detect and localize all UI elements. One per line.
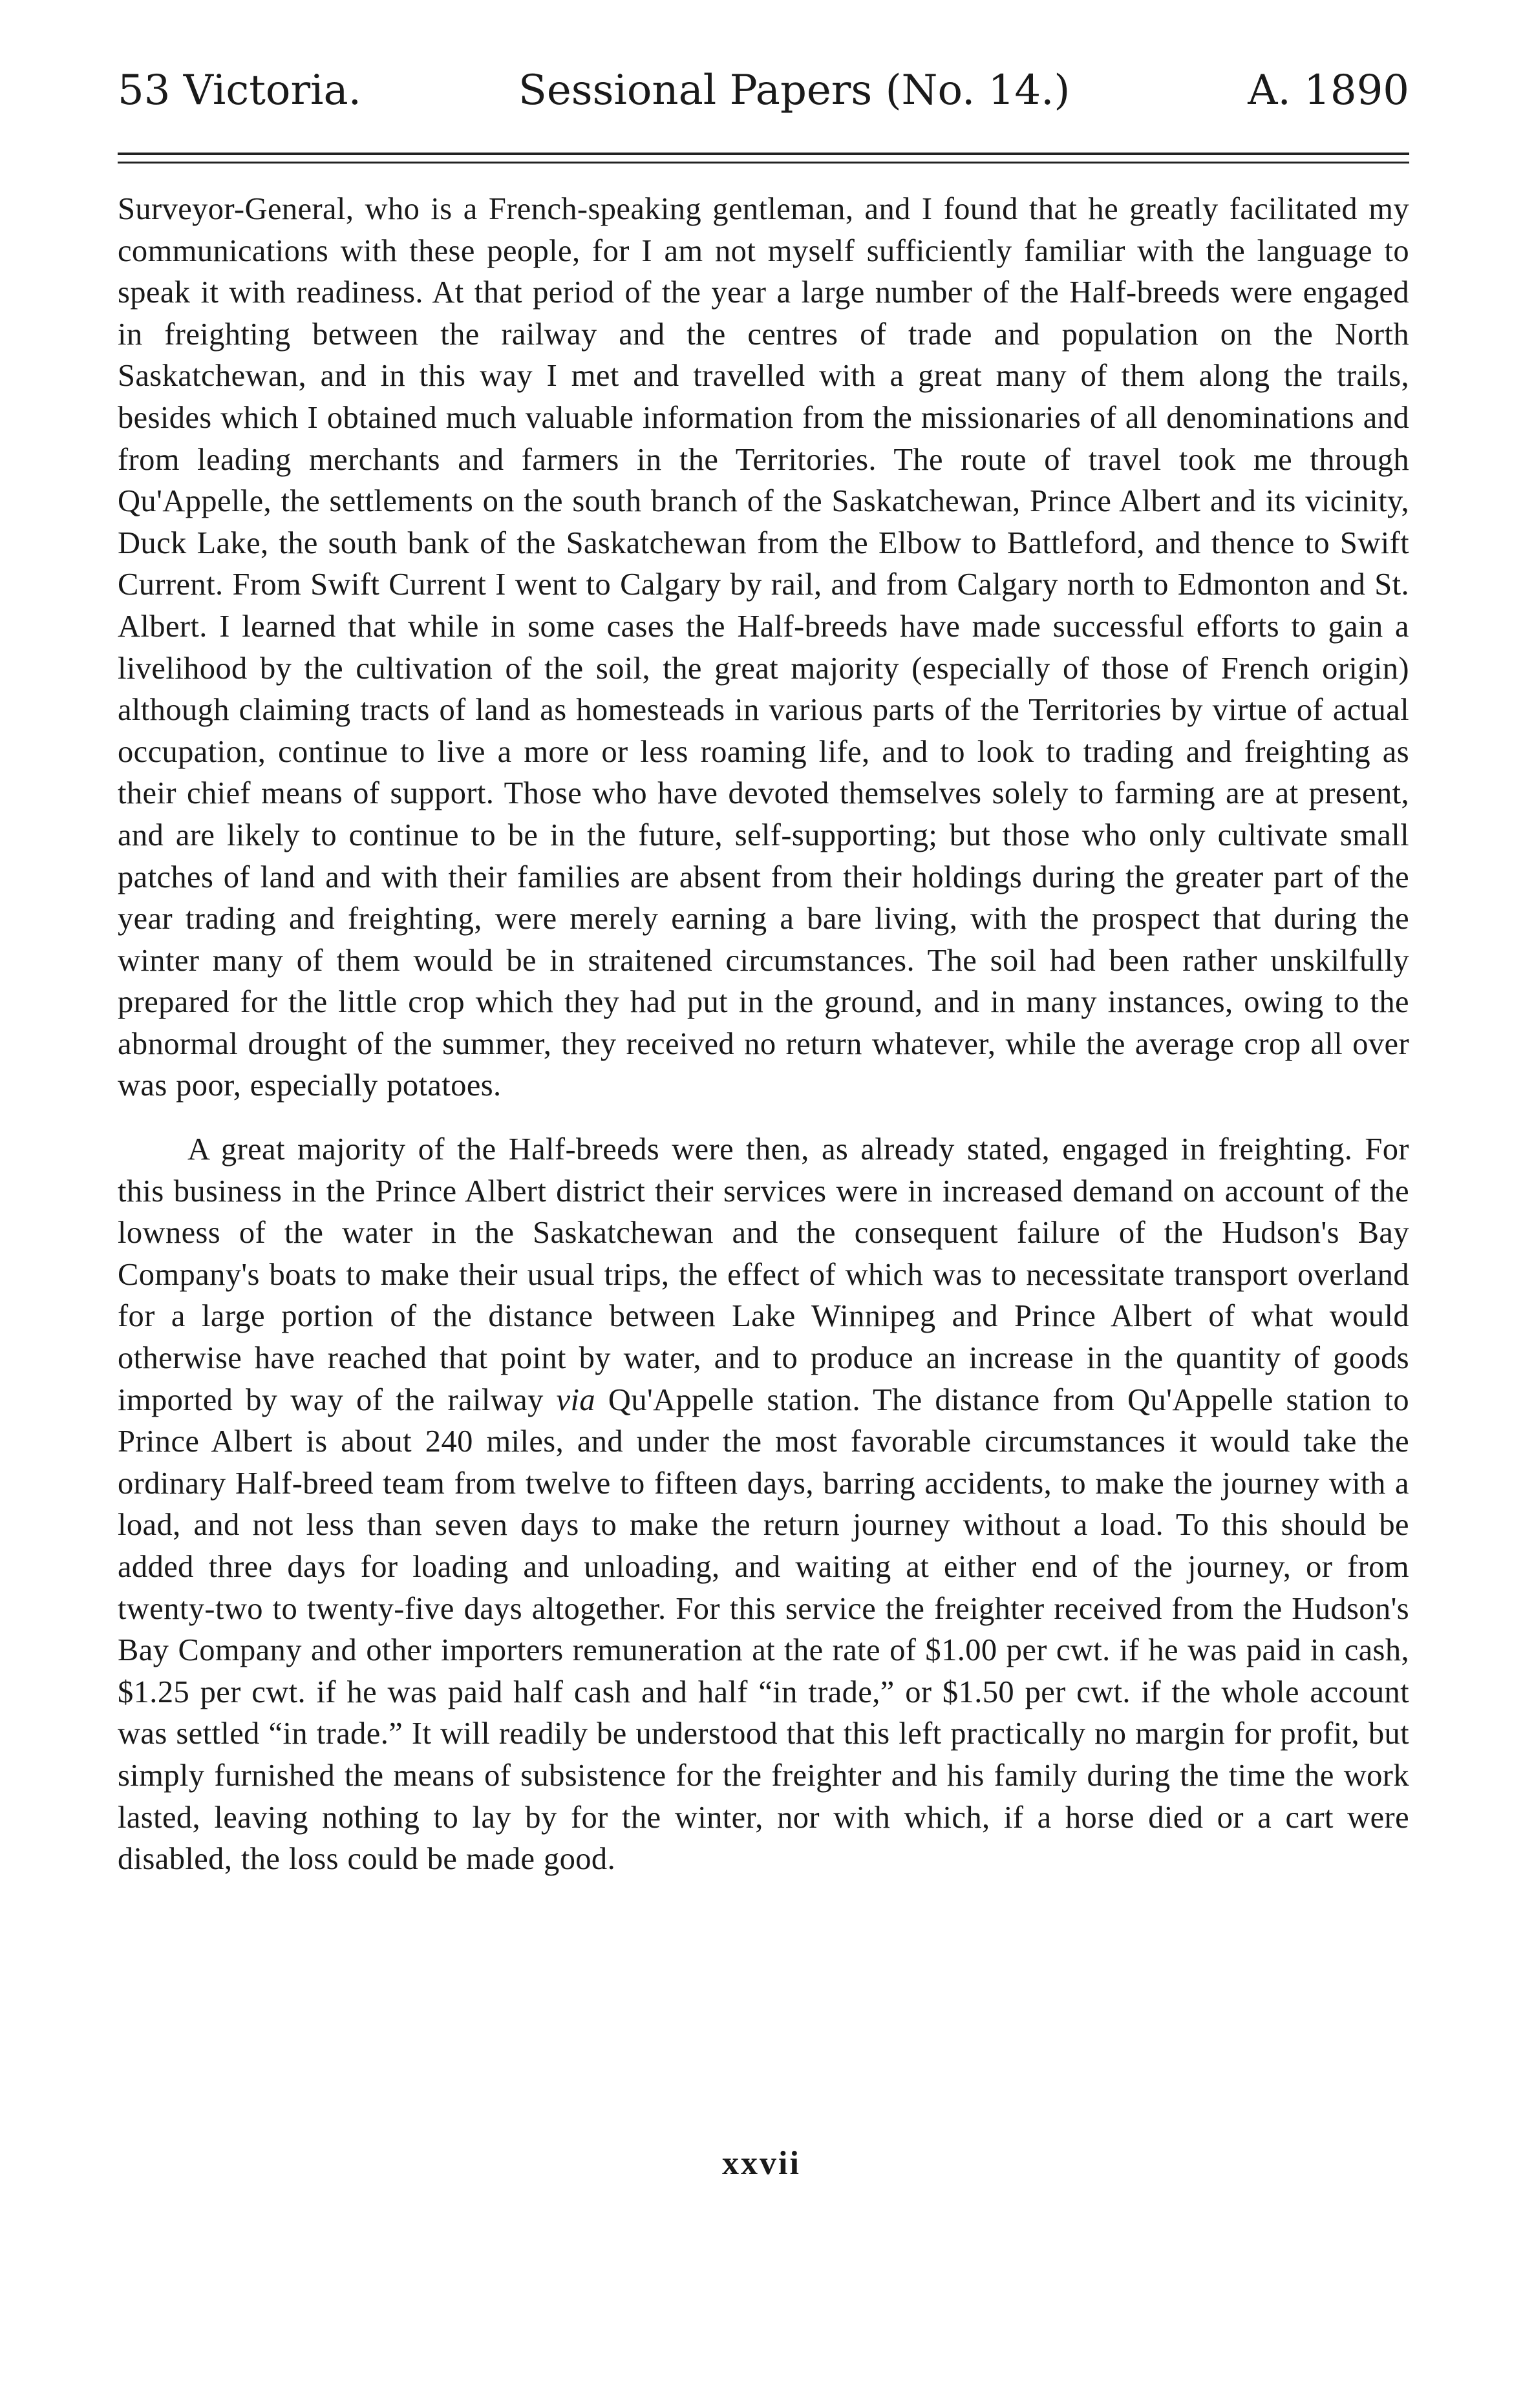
body-text xyxy=(118,189,1409,1881)
header-rule-top xyxy=(118,153,1409,155)
header-year: A. 1890 xyxy=(1248,67,1409,114)
paragraph-2-italic-via: via xyxy=(556,1382,596,1417)
header-session: 53 Victoria. xyxy=(118,67,361,114)
header-title: Sessional Papers (No. 14.) xyxy=(518,67,1070,114)
paragraph-2-part-1: A great majority of the Half-breeds were then, as already stated, engaged in freighting. For this business in the Prince Albert district their services were in increased demand on account of the lowness of the water in the Saskatchewan and the consequent failure of the Hudson's Bay Company's boats to make their usual trips, the effect of which was to necessitate transport overland for a large portion of the distance between Lake Winnipeg and Prince Albert of what would otherwise have reached that point by water, and to produce an increase in the quantity of goods imported by way of the railway xyxy=(118,1132,1409,1417)
page-number: xxvii xyxy=(722,2145,801,2182)
running-header xyxy=(118,65,1409,116)
paragraph-2 xyxy=(118,1129,1409,1881)
paragraph-2-part-2: Qu'Appelle station. The distance from Qu'Appelle station to Prince Albert is about 240 miles, and under the most favorable circumstances it would take the ordinary Half-breed team from twelve to fifteen days, barring accidents, to make the journey with a load, and not less than seven days to make the return journey without a load. To this should be added three days for loading and unloading, and waiting at either end of the journey, or from twenty-two to twenty-five days altogether. For this service the freighter received from the Hudson's Bay Company and other importers remuneration at the rate of $1.00 per cwt. if he was paid in cash, $1.25 per cwt. if he was paid half cash and half “in trade,” or $1.50 per cwt. if the whole account was settled “in trade.” It will readily be understood that this left practically no margin for profit, but simply furnished the means of subsistence for the freighter and his family during the time the work lasted, leaving nothing to lay by for the winter, nor with which, if a horse died or a cart were disabled, the loss could be made good. xyxy=(118,1382,1410,1877)
header-rule-bottom xyxy=(118,162,1409,164)
paragraph-1: Surveyor-General, who is a French-speaking gentleman, and I found that he greatly facilitated my communications with these people, for I am not myself sufficiently familiar with the language to speak it with readiness. At that period of the year a large number of the Half-breeds were engaged in freighting between the railway and the centres of trade and population on the North Saskatchewan, and in this way I met and travelled with a great many of them along the trails, besides which I obtained much valuable information from the missionaries of all denominations and from leading merchants and farmers in the Territories. The route of travel took me through Qu'Appelle, the settlements on the south branch of the Saskatchewan, Prince Albert and its vicinity, Duck Lake, the south bank of the Saskatchewan from the Elbow to Battleford, and thence to Swift Current. From Swift Current I went to Calgary by rail, and from Calgary north to Edmonton and St. Albert. I learned that while in some cases the Half-breeds have made successful efforts to gain a livelihood by the cultivation of the soil, the great majority (especially of those of French origin) although claiming tracts of land as homesteads in various parts of the Territories by virtue of actual occupation, continue to live a more or less roaming life, and to look to trading and freighting as their chief means of support. Those who have devoted themselves solely to farming are at present, and are likely to continue to be in the future, self-supporting; but those who only cultivate small patches of land and with their families are absent from their holdings during the greater part of the year trading and freighting, were merely earning a bare living, with the prospect that during the winter many of them would be in straitened circumstances. The soil had been rather unskilfully prepared for the little crop which they had put in the ground, and in many instances, owing to the abnormal drought of the summer, they received no return whatever, while the average crop all over was poor, especially potatoes. xyxy=(118,192,1409,1103)
